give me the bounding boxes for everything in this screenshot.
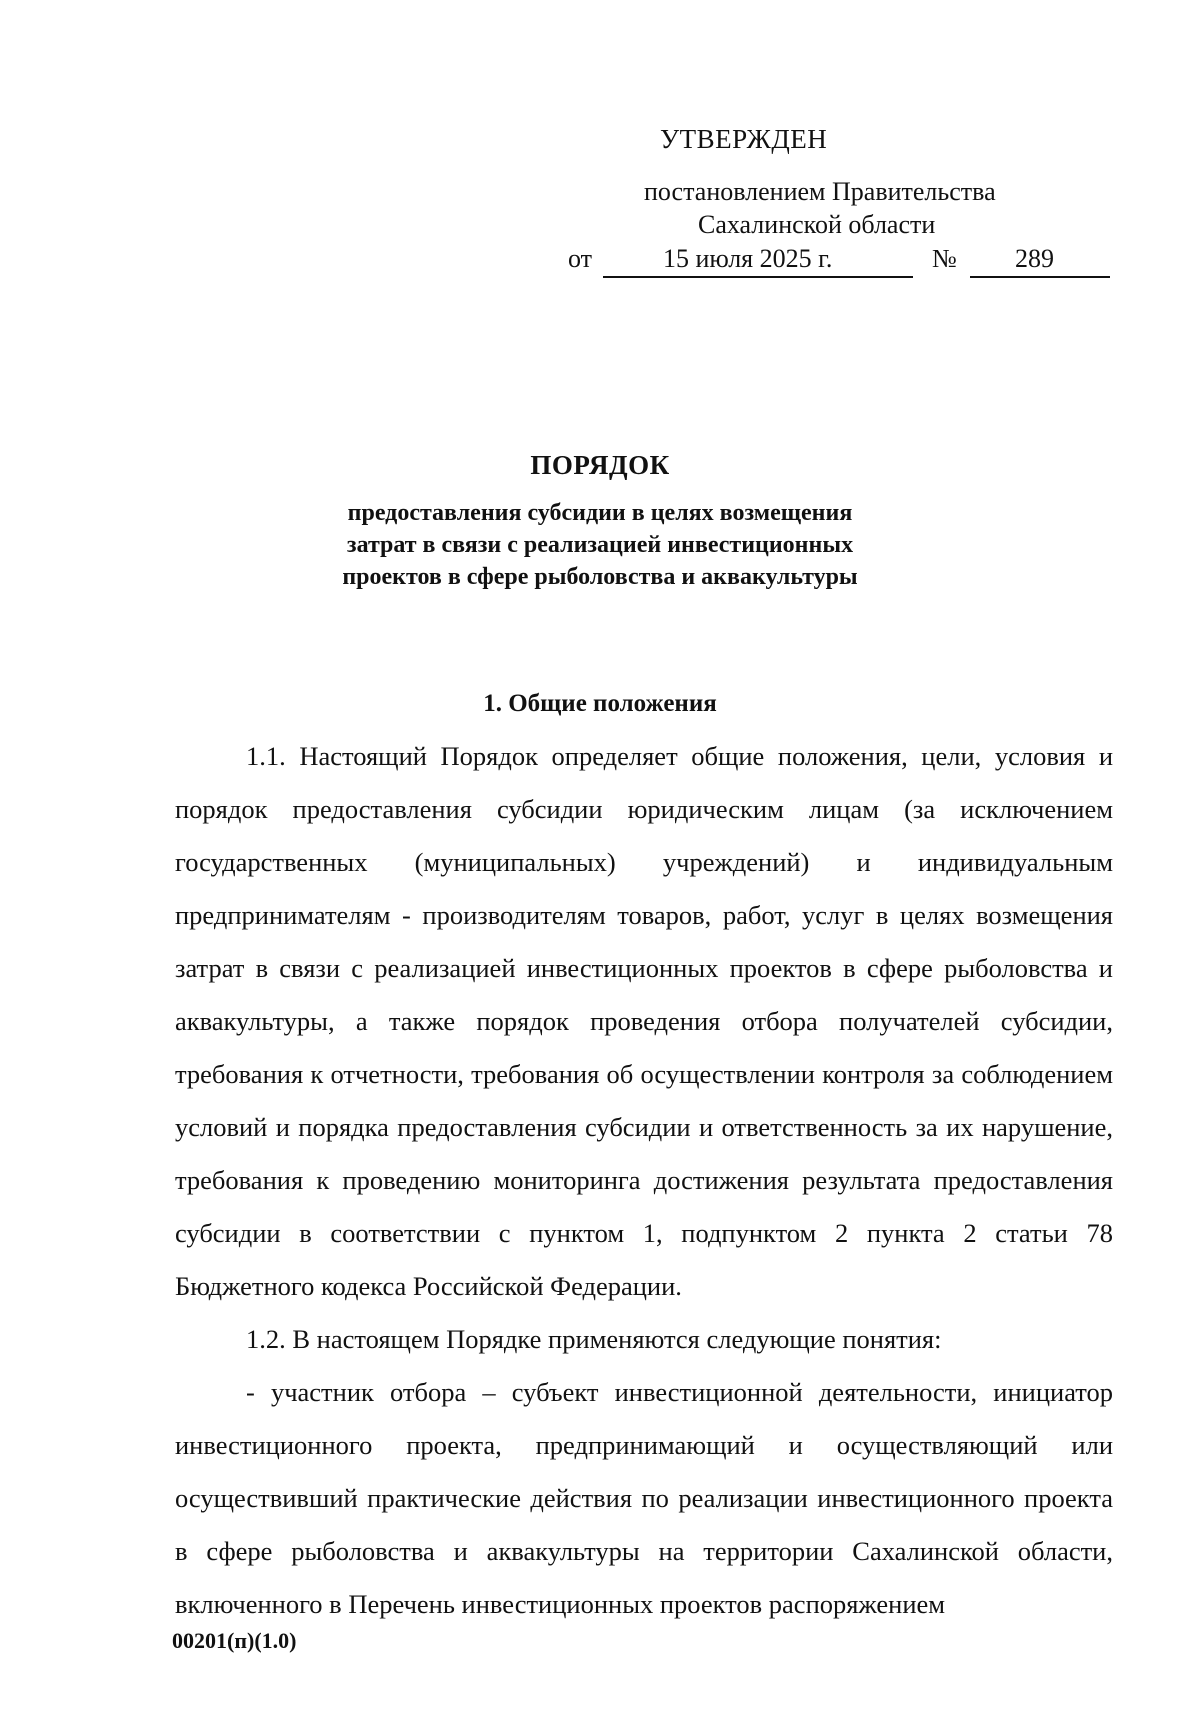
paragraph-definition: - участник отбора – субъект инвестиционной деятельности, инициатор инвестиционного проекта, предпринимающий и осуществляющий или осуществивший практические действия по реализации инвестиционного проекта в сфере рыболовства и аквакультуры на территории Сахалинской области, включенного в Перечень инвестиционных проектов распоряжением: [175, 1377, 1113, 1619]
subtitle-line: предоставления субсидии в целях возмещения: [347, 500, 853, 526]
subtitle-line: проектов в сфере рыболовства и аквакультуры: [342, 564, 858, 590]
subtitle-line: затрат в связи с реализацией инвестиционных: [346, 532, 854, 558]
approved-by-line: постановлением Правительства: [644, 177, 996, 206]
region-line: Сахалинской области: [698, 210, 936, 239]
decree-number: 289: [1015, 244, 1054, 273]
approved-stamp-text: УТВЕРЖДЕН: [660, 124, 828, 154]
footer-form-code: 00201(п)(1.0): [172, 1628, 297, 1653]
from-label: от: [568, 244, 593, 273]
date-number-row: [560, 242, 1120, 282]
number-label: №: [932, 244, 957, 273]
decree-date: 15 июля 2025 г.: [663, 244, 833, 273]
document-subtitle: [0, 497, 1200, 593]
paragraph-1-2: 1.2. В настоящем Порядке применяются следующие понятия:: [246, 1324, 942, 1354]
body-text: [175, 730, 1113, 1631]
section-heading: 1. Общие положения: [483, 690, 717, 717]
paragraph-1-1: 1.1. Настоящий Порядок определяет общие положения, цели, условия и порядок предоставления субсидии юридическим лицам (за исключением государственных (муниципальных) учреждений) и индивидуальным предпринимателям - производителям товаров, работ, услуг в целях возмещения затрат в связи с реализацией инвестиционных проектов в сфере рыболовства и аквакультуры, а также порядок проведения отбора получателей субсидии, требования к отчетности, требования об осуществлении контроля за соблюдением условий и порядка предоставления субсидии и ответственность за их нарушение, требования к проведению мониторинга достижения результата предоставления субсидии в соответствии с пунктом 1, подпунктом 2 пункта 2 статьи 78 Бюджетного кодекса Российской Федерации.: [175, 741, 1113, 1301]
document-title: ПОРЯДОК: [530, 450, 670, 480]
